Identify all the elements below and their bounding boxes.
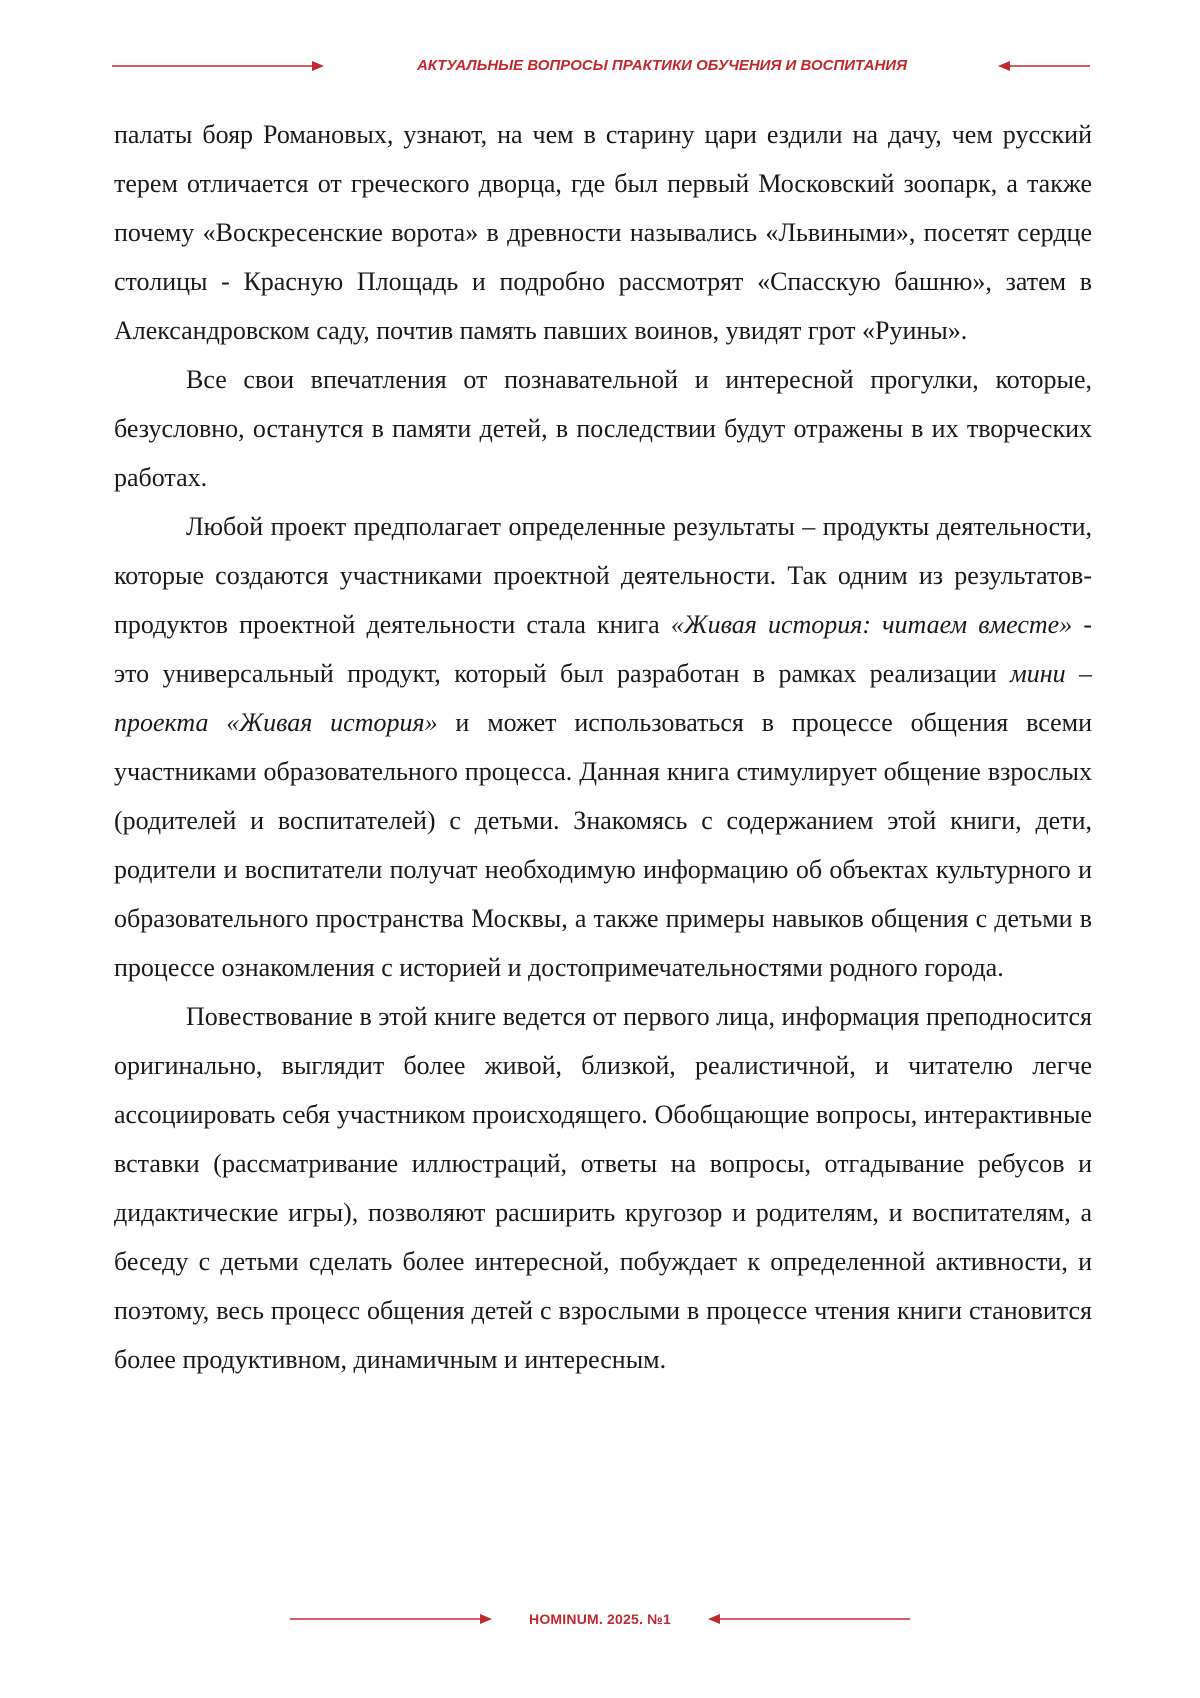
paragraph-3-text-c: и может использоваться в процессе общения всеми участниками образовательного процесса. Данная книга стимулирует общение взрослых (родителей и воспитателей) с детьми. Знакомясь с содержанием этой книги, дети, родители и воспитатели получат необходимую информацию об объектах культурного и образовательного пространства Москвы, а также примеры навыков общения с детьми в процессе ознакомления с историей и достопримечательностями родного города. — [114, 708, 1092, 982]
journal-section-title: АКТУАЛЬНЫЕ ВОПРОСЫ ПРАКТИКИ ОБУЧЕНИЯ И ВОСПИТАНИЯ — [416, 57, 908, 74]
paragraph-4: Повествование в этой книге ведется от первого лица, информация преподносится оригинально, выглядит более живой, близкой, реалистичной, и читателю легче ассоциировать себя участником происходящего. Обобщающие вопросы, интерактивные вставки (рассматривание иллюстраций, ответы на вопросы, отгадывание ребусов и дидактические игры), позволяют расширить кругозор и родителям, и воспитателям, а беседу с детьми сделать более интересной, побуждает к определенной активности, и поэтому, весь процесс общения детей с взрослыми в процессе чтения книги становится более продуктивном, динамичным и интересным. — [114, 1002, 1092, 1374]
journal-issue-label: HOMINUM. 2025. №1 — [529, 1611, 671, 1627]
article-body — [114, 110, 1092, 1384]
paragraph-1: палаты бояр Романовых, узнают, на чем в старину цари ездили на дачу, чем русский терем отличается от греческого дворца, где был первый Московский зоопарк, а также почему «Воскресенские ворота» в древности назывались «Львиными», посетят сердце столицы - Красную Площадь и подробно рассмотрят «Спасскую башню», затем в Александровском саду, почтив память павших воинов, увидят грот «Руины». — [114, 120, 1092, 345]
paragraph-3 — [114, 502, 1092, 992]
book-title: «Живая история: читаем вместе» — [670, 610, 1073, 639]
running-header — [112, 54, 1090, 78]
paragraph-3-text-a: Любой проект предполагает определенные результаты – продукты деятельности, которые создаются участниками проектной деятельности. Так одним из результатов- продуктов проектной деятельности стала книга — [114, 512, 1092, 639]
project-name: мини – проекта «Живая история» — [114, 659, 1092, 737]
running-footer — [290, 1607, 910, 1631]
paragraph-2: Все свои впечатления от познавательной и интересной прогулки, которые, безусловно, останутся в памяти детей, в последствии будут отражены в их творческих работах. — [114, 365, 1092, 492]
paragraph-3-text-b: - это универсальный продукт, который был разработан в рамках реализации — [114, 610, 1092, 688]
